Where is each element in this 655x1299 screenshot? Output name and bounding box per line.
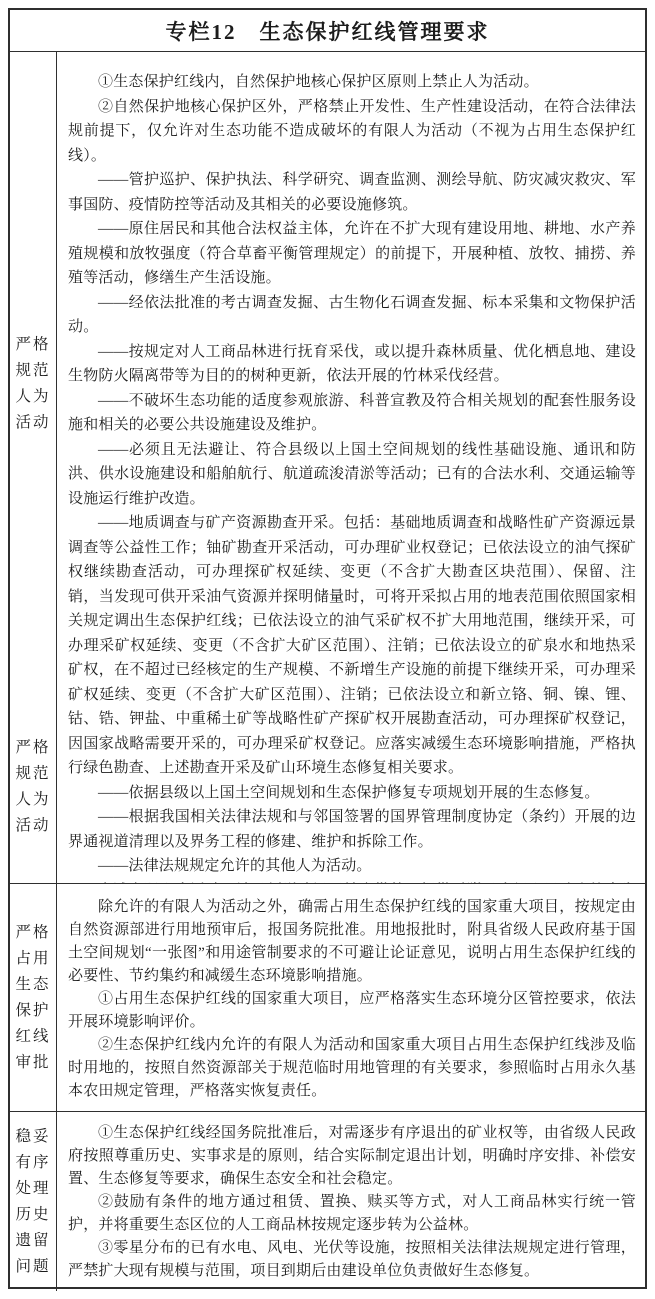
paragraph: ②自然保护地核心保护区外，严格禁止开发性、生产性建设活动，在符合法律法规前提下，仅允许对生态功能不造成破坏的有限人为活动（不视为占用生态保护红线）。 xyxy=(68,98,636,164)
paragraph: ——地质调查与矿产资源勘查开采。包括：基础地质调查和战略性矿产资源远景调查等公益性工作；铀矿勘查开采活动，可办理矿业权登记；已依法设立的油气探矿权继续勘查活动，可办理探矿权延续、变更（不含扩大勘查区块范围）、保留、注销，当发现可供开采油气资源并探明储量时，可将开采拟占用的地表范围依照国家相关规定调出生态保护红线；已依法设立的油气采矿权不扩大用地范围，继续开采，可办理采矿权延续、变更（不含扩大矿区范围）、注销；已依法设立的矿泉水和地热采矿权，在不超过已经核定的生产规模、不新增生产设施的前提下继续开采，可办理采矿权延续、变更（不含扩大矿区范围）、注销；已依法设立和新立铬、铜、镍、锂、钴、锆、钾盐、中重稀土矿等战略性矿产探矿权开展勘查活动，可办理探矿权登记，因国家战略需要开采的，可办理采矿权登记。应落实减缓生态环境影响措施，严格执行绿色勘查、上述勘查开采及矿山环境生态修复相关要求。 xyxy=(68,515,636,776)
paragraph: ——法律法规规定允许的其他人为活动。 xyxy=(98,858,372,874)
row-label-line: 严格 xyxy=(15,739,51,756)
paragraph: ——按规定对人工商品林进行抚育采伐，或以提升森林质量、优化栖息地、建设生物防火隔离带等为目的的树种更新，依法开展的竹林采伐经营。 xyxy=(68,343,636,384)
policy-box-table xyxy=(8,8,647,1289)
row-label-line: 规范 xyxy=(15,362,51,379)
paragraph xyxy=(68,879,636,884)
row-label-line: 严格 xyxy=(15,336,51,353)
paragraph: ②生态保护红线内允许的有限人为活动和国家重大项目占用生态保护红线涉及临时用地的，按照自然资源部关于规范临时用地管理的有关要求，参照临时占用永久基本农田规定管理，严格落实恢复责任。 xyxy=(68,1037,636,1099)
box-title: 专栏12 生态保护红线管理要求 xyxy=(165,19,490,44)
paragraph: ②鼓励有条件的地方通过租赁、置换、赎买等方式，对人工商品林实行统一管护，并将重要生态区位的人工商品林按规定逐步转为公益林。 xyxy=(68,1194,636,1233)
row-label-line: 人为 xyxy=(15,791,51,808)
paragraph: ①占用生态保护红线的国家重大项目，应严格落实生态环境分区管控要求，依法开展环境影响评价。 xyxy=(68,991,636,1030)
row-label xyxy=(10,332,56,436)
row-label-line: 历史 xyxy=(15,1205,51,1223)
paragraph: ——根据我国相关法律法规和与邻国签署的国界管理制度协定（条约）开展的边界通视道清理以及界务工程的修建、维护和拆除工作。 xyxy=(68,809,636,850)
row-label-cell xyxy=(10,52,57,883)
paragraph: ——必须且无法避让、符合县级以上国土空间规划的线性基础设施、通讯和防洪、供水设施建设和船舶航行、航道疏浚清淤等活动；已有的合法水利、交通运输等设施运行维护改造。 xyxy=(68,441,636,507)
row-content-cell xyxy=(57,1112,645,1291)
row-label-line: 有序 xyxy=(15,1153,51,1171)
row-label-line: 活动 xyxy=(15,817,51,834)
row-label xyxy=(10,735,56,839)
paragraph: ①生态保护红线经国务院批准后，对需逐步有序退出的矿业权等，由省级人民政府按照尊重历史、实事求是的原则，结合实际制定退出计划，明确时序安排、补偿安置、生态修复等要求，确保生态安全和社会稳定。 xyxy=(68,1125,636,1187)
row-label xyxy=(15,1124,50,1280)
row-content-cell xyxy=(57,884,645,1111)
row-label-line: 规范 xyxy=(15,765,51,782)
paragraph: ——依据县级以上国土空间规划和生态保护修复专项规划开展的生态修复。 xyxy=(98,784,600,801)
row-label-line: 问题 xyxy=(15,1257,51,1275)
row-label-cell xyxy=(10,884,57,1111)
row-label-line: 审批 xyxy=(15,1053,51,1071)
row-label-line: 遗留 xyxy=(15,1231,51,1249)
paragraph: ③零星分布的已有水电、风电、光伏等设施，按照相关法律法规规定进行管理，严禁扩大现有规模与范围，项目到期后由建设单位负责做好生态修复。 xyxy=(68,1240,636,1279)
row-label-line: 保护 xyxy=(15,1001,51,1019)
row-label xyxy=(15,920,50,1076)
paragraph: ——原住居民和其他合法权益主体，允许在不扩大现有建设用地、耕地、水产养殖规模和放牧强度（符合草畜平衡管理规定）的前提下，开展种植、放牧、捕捞、养殖等活动，修缮生产生活设施。 xyxy=(68,221,636,286)
row-content-cell xyxy=(57,52,645,883)
row-label-line: 活动 xyxy=(15,414,51,431)
row-label-line: 处理 xyxy=(15,1179,51,1197)
row-label-line: 严格 xyxy=(15,923,51,941)
paragraph: 除允许的有限人为活动之外，确需占用生态保护红线的国家重大项目，按规定由自然资源部进行用地预审后，报国务院批准。用地报批时，附具省级人民政府基于国土空间规划“一张图”和用途管制要求的不可避让论证意见，说明占用生态保护红线的必要性、节约集约和减缓生态环境影响措施。 xyxy=(68,899,636,984)
paragraph: ——不破坏生态功能的适度参观旅游、科普宣教及符合相关规划的配套性服务设施和相关的必要公共设施建设及维护。 xyxy=(68,392,636,433)
row-label-line: 人为 xyxy=(15,388,51,405)
table-row xyxy=(10,52,645,884)
paragraph: ——管护巡护、保护执法、科学研究、调查监测、测绘导航、防灾减灾救灾、军事国防、疫情防控等活动及其相关的必要设施修筑。 xyxy=(68,172,636,213)
row-label-line: 占用 xyxy=(15,949,51,967)
paragraph: ——经依法批准的考古调查发掘、古生物化石调查发掘、标本采集和文物保护活动。 xyxy=(68,294,636,335)
table-row xyxy=(10,1112,645,1291)
paragraph: ①生态保护红线内，自然保护地核心保护区原则上禁止人为活动。 xyxy=(98,74,539,90)
table-row xyxy=(10,884,645,1112)
box-title-row xyxy=(10,10,645,52)
row-label-line: 生态 xyxy=(15,975,51,993)
row-label-cell xyxy=(10,1112,57,1291)
row-label-line: 红线 xyxy=(15,1027,51,1045)
row-label-line: 稳妥 xyxy=(15,1127,51,1145)
